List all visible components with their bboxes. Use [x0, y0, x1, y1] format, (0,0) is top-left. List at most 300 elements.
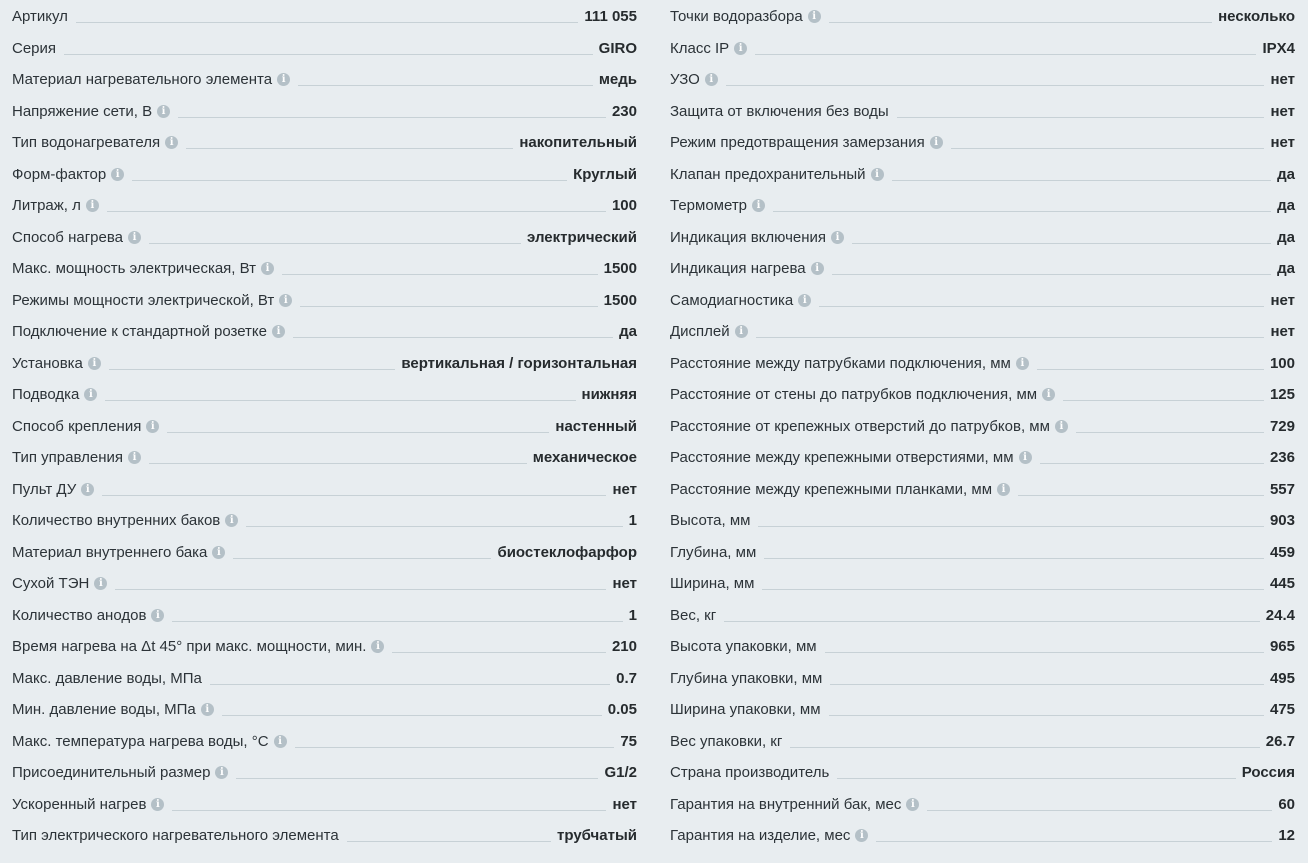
spec-label-text: Защита от включения без воды: [670, 102, 889, 120]
spec-label-text: Тип электрического нагревательного элемента: [12, 827, 339, 845]
spec-row: [670, 64, 1295, 96]
spec-label: [670, 40, 747, 57]
info-icon[interactable]: i: [734, 42, 747, 55]
spec-label-text: Материал внутреннего бака: [12, 543, 208, 561]
leader-line: [829, 715, 1264, 716]
spec-value: несколько: [1218, 8, 1295, 26]
spec-value: 0.7: [616, 669, 637, 687]
spec-row: [12, 64, 637, 96]
spec-label: [12, 386, 97, 403]
info-icon[interactable]: i: [88, 357, 101, 370]
spec-label-text: Индикация нагрева: [670, 260, 806, 278]
spec-value: нет: [1270, 323, 1295, 341]
spec-label: [670, 607, 716, 624]
leader-line: [295, 747, 615, 748]
info-icon[interactable]: i: [81, 483, 94, 496]
spec-value: нижняя: [581, 386, 637, 404]
info-icon[interactable]: i: [871, 168, 884, 181]
leader-line: [1037, 369, 1264, 370]
spec-row: [12, 285, 637, 317]
spec-label: [12, 355, 101, 372]
spec-label: [12, 323, 285, 340]
spec-label-text: Способ крепления: [12, 417, 142, 435]
leader-line: [149, 463, 527, 464]
spec-label: [12, 764, 228, 781]
spec-label-text: Макс. давление воды, МПа: [12, 669, 202, 687]
info-icon[interactable]: i: [157, 105, 170, 118]
spec-label: [12, 134, 178, 151]
spec-row: [670, 190, 1295, 222]
spec-label: [12, 512, 238, 529]
spec-label-text: Ширина, мм: [670, 575, 755, 593]
leader-line: [282, 274, 598, 275]
leader-line: [132, 180, 567, 181]
leader-line: [1063, 400, 1264, 401]
spec-row: [670, 96, 1295, 128]
spec-row: [12, 96, 637, 128]
spec-label: [12, 607, 164, 624]
spec-label: [12, 103, 170, 120]
info-icon[interactable]: i: [274, 735, 287, 748]
spec-label-text: Артикул: [12, 8, 68, 26]
leader-line: [107, 211, 606, 212]
spec-label-text: Тип управления: [12, 449, 123, 467]
spec-value: нет: [1270, 134, 1295, 152]
info-icon[interactable]: i: [1019, 451, 1032, 464]
spec-value: электрический: [527, 228, 637, 246]
spec-row: [670, 663, 1295, 695]
spec-label-text: Макс. температура нагрева воды, °C: [12, 732, 269, 750]
info-icon[interactable]: i: [151, 798, 164, 811]
spec-row: [670, 789, 1295, 821]
spec-row: [670, 694, 1295, 726]
spec-label: [670, 197, 765, 214]
spec-label: [12, 197, 99, 214]
info-icon[interactable]: i: [261, 262, 274, 275]
spec-label-text: Расстояние между крепежными отверстиями, мм: [670, 449, 1014, 467]
spec-row: [12, 757, 637, 789]
spec-value: 111 055: [584, 8, 637, 26]
spec-label: [670, 638, 817, 655]
spec-value: 965: [1269, 638, 1295, 656]
spec-label: [12, 71, 290, 88]
spec-value: GIRO: [598, 39, 637, 57]
leader-line: [236, 778, 598, 779]
leader-line: [837, 778, 1235, 779]
spec-value: 75: [620, 732, 637, 750]
leader-line: [1076, 432, 1264, 433]
spec-row: [670, 568, 1295, 600]
spec-value: нет: [612, 575, 637, 593]
leader-line: [178, 117, 606, 118]
spec-row: [12, 537, 637, 569]
leader-line: [819, 306, 1264, 307]
info-icon[interactable]: i: [1016, 357, 1029, 370]
spec-value: накопительный: [519, 134, 637, 152]
spec-label-text: Макс. мощность электрическая, Вт: [12, 260, 257, 278]
spec-label: [12, 701, 214, 718]
spec-label: [12, 292, 292, 309]
spec-value: 0.05: [607, 701, 637, 719]
leader-line: [210, 684, 610, 685]
spec-label-text: Гарантия на внутренний бак, мес: [670, 795, 902, 813]
spec-value: Круглый: [573, 165, 637, 183]
spec-value: биостеклофарфор: [497, 543, 637, 561]
info-icon[interactable]: i: [277, 73, 290, 86]
spec-value: 495: [1269, 669, 1295, 687]
spec-row: [670, 159, 1295, 191]
leader-line: [64, 54, 593, 55]
spec-value: 1: [628, 512, 637, 530]
leader-line: [764, 558, 1264, 559]
spec-value: Россия: [1241, 764, 1295, 782]
spec-row: [670, 222, 1295, 254]
spec-label: [670, 292, 811, 309]
spec-label-text: Расстояние между крепежными планками, мм: [670, 480, 993, 498]
spec-value: 100: [1269, 354, 1295, 372]
spec-label-text: Высота, мм: [670, 512, 751, 530]
spec-value: механическое: [532, 449, 637, 467]
spec-label: [670, 512, 750, 529]
spec-label-text: Вес упаковки, кг: [670, 732, 783, 750]
spec-label: [12, 481, 94, 498]
spec-row: [670, 33, 1295, 65]
spec-value: да: [619, 323, 637, 341]
spec-value: трубчатый: [557, 827, 637, 845]
info-icon[interactable]: i: [1042, 388, 1055, 401]
spec-label-text: Индикация включения: [670, 228, 827, 246]
info-icon[interactable]: i: [705, 73, 718, 86]
info-icon[interactable]: i: [84, 388, 97, 401]
spec-row: [670, 379, 1295, 411]
spec-label-text: Форм-фактор: [12, 165, 107, 183]
spec-value: нет: [612, 480, 637, 498]
spec-value: 729: [1269, 417, 1295, 435]
spec-label-text: Ширина упаковки, мм: [670, 701, 821, 719]
info-icon[interactable]: i: [1055, 420, 1068, 433]
spec-row: [12, 253, 637, 285]
spec-label-text: Вес, кг: [670, 606, 717, 624]
spec-value: настенный: [555, 417, 637, 435]
leader-line: [76, 22, 579, 23]
leader-line: [892, 180, 1272, 181]
spec-label-text: Пульт ДУ: [12, 480, 77, 498]
spec-label: [670, 449, 1032, 466]
spec-value: медь: [598, 71, 637, 89]
spec-row: [670, 127, 1295, 159]
info-icon[interactable]: i: [997, 483, 1010, 496]
spec-label: [670, 260, 824, 277]
spec-label: [12, 638, 384, 655]
leader-line: [773, 211, 1271, 212]
spec-label-text: Ускоренный нагрев: [12, 795, 147, 813]
spec-row: [12, 474, 637, 506]
spec-label: [670, 481, 1010, 498]
spec-label-text: Высота упаковки, мм: [670, 638, 817, 656]
spec-value: 236: [1269, 449, 1295, 467]
spec-row: [670, 411, 1295, 443]
spec-row: [670, 757, 1295, 789]
spec-label: [12, 229, 141, 246]
spec-label: [670, 355, 1029, 372]
leader-line: [724, 621, 1260, 622]
spec-value: да: [1277, 260, 1295, 278]
spec-label-text: Класс IP: [670, 39, 730, 57]
spec-value: 12: [1278, 827, 1295, 845]
spec-label: [12, 40, 56, 57]
leader-line: [105, 400, 575, 401]
spec-label: [12, 544, 225, 561]
spec-value: да: [1277, 165, 1295, 183]
spec-value: да: [1277, 228, 1295, 246]
spec-row: [12, 190, 637, 222]
leader-line: [392, 652, 606, 653]
leader-line: [298, 85, 593, 86]
spec-label: [670, 701, 821, 718]
info-icon[interactable]: i: [371, 640, 384, 653]
spec-row: [12, 631, 637, 663]
spec-label-text: Точки водоразбора: [670, 8, 803, 26]
info-icon[interactable]: i: [146, 420, 159, 433]
spec-label-text: Дисплей: [670, 323, 730, 341]
spec-label: [670, 575, 754, 592]
spec-label: [12, 449, 141, 466]
leader-line: [830, 684, 1264, 685]
leader-line: [790, 747, 1259, 748]
spec-value: G1/2: [604, 764, 637, 782]
spec-label: [12, 166, 124, 183]
info-icon[interactable]: i: [930, 136, 943, 149]
spec-label-text: Напряжение сети, В: [12, 102, 153, 120]
info-icon[interactable]: i: [752, 199, 765, 212]
spec-value: 903: [1269, 512, 1295, 530]
spec-label-text: Глубина, мм: [670, 543, 757, 561]
leader-line: [293, 337, 613, 338]
spec-row: [12, 789, 637, 821]
spec-value: 459: [1269, 543, 1295, 561]
info-icon[interactable]: i: [906, 798, 919, 811]
leader-line: [1040, 463, 1264, 464]
info-icon[interactable]: i: [279, 294, 292, 307]
spec-row: [12, 694, 637, 726]
leader-line: [852, 243, 1271, 244]
info-icon[interactable]: i: [215, 766, 228, 779]
specs-column-right: [670, 1, 1295, 852]
spec-label: [670, 134, 943, 151]
spec-label: [670, 796, 919, 813]
spec-row: [12, 442, 637, 474]
leader-line: [102, 495, 606, 496]
spec-label: [12, 8, 68, 25]
spec-value: вертикальная / горизонтальная: [401, 354, 637, 372]
spec-value: 475: [1269, 701, 1295, 719]
spec-label-text: УЗО: [670, 71, 700, 89]
spec-value: 557: [1269, 480, 1295, 498]
spec-label: [670, 229, 844, 246]
info-icon[interactable]: i: [798, 294, 811, 307]
spec-row: [12, 159, 637, 191]
spec-row: [670, 1, 1295, 33]
leader-line: [347, 841, 551, 842]
info-icon[interactable]: i: [272, 325, 285, 338]
spec-label-text: Клапан предохранительный: [670, 165, 866, 183]
spec-row: [670, 253, 1295, 285]
spec-row: [670, 537, 1295, 569]
spec-row: [12, 348, 637, 380]
leader-line: [233, 558, 491, 559]
spec-row: [12, 663, 637, 695]
spec-label-text: Литраж, л: [12, 197, 81, 215]
spec-label-text: Сухой ТЭН: [12, 575, 90, 593]
info-icon[interactable]: i: [808, 10, 821, 23]
spec-value: нет: [1270, 102, 1295, 120]
spec-label-text: Тип водонагревателя: [12, 134, 161, 152]
spec-label-text: Время нагрева на Δt 45° при макс. мощности, мин.: [12, 638, 367, 656]
spec-value: 60: [1278, 795, 1295, 813]
spec-label: [670, 670, 822, 687]
info-icon[interactable]: i: [735, 325, 748, 338]
spec-value: да: [1277, 197, 1295, 215]
spec-row: [12, 33, 637, 65]
spec-value: 26.7: [1265, 732, 1295, 750]
spec-label-text: Расстояние от стены до патрубков подключения, мм: [670, 386, 1038, 404]
spec-label: [12, 418, 159, 435]
leader-line: [762, 589, 1264, 590]
spec-label-text: Термометр: [670, 197, 748, 215]
spec-label: [670, 764, 829, 781]
info-icon[interactable]: i: [151, 609, 164, 622]
leader-line: [897, 117, 1265, 118]
info-icon[interactable]: i: [86, 199, 99, 212]
spec-label: [12, 670, 202, 687]
spec-label-text: Установка: [12, 354, 83, 372]
leader-line: [755, 54, 1256, 55]
spec-label: [12, 733, 287, 750]
spec-label-text: Мин. давление воды, МПа: [12, 701, 196, 719]
spec-label: [12, 575, 107, 592]
spec-label-text: Серия: [12, 39, 57, 57]
spec-row: [670, 631, 1295, 663]
spec-row: [670, 726, 1295, 758]
spec-label-text: Присоединительный размер: [12, 764, 211, 782]
spec-label-text: Гарантия на изделие, мес: [670, 827, 851, 845]
spec-label: [12, 796, 164, 813]
info-icon[interactable]: i: [212, 546, 225, 559]
specs-column-left: [12, 1, 637, 852]
spec-label-text: Подключение к стандартной розетке: [12, 323, 267, 341]
spec-label-text: Глубина упаковки, мм: [670, 669, 823, 687]
spec-value: 24.4: [1265, 606, 1295, 624]
spec-row: [670, 348, 1295, 380]
spec-value: 230: [611, 102, 637, 120]
spec-label: [670, 8, 821, 25]
leader-line: [222, 715, 602, 716]
leader-line: [300, 306, 597, 307]
spec-row: [670, 316, 1295, 348]
spec-row: [670, 600, 1295, 632]
spec-label: [670, 71, 718, 88]
spec-value: 1: [628, 606, 637, 624]
leader-line: [756, 337, 1265, 338]
leader-line: [951, 148, 1265, 149]
spec-value: IPX4: [1262, 39, 1295, 57]
leader-line: [825, 652, 1264, 653]
info-icon[interactable]: i: [94, 577, 107, 590]
spec-row: [12, 379, 637, 411]
leader-line: [172, 810, 606, 811]
info-icon[interactable]: i: [225, 514, 238, 527]
spec-label: [12, 260, 274, 277]
spec-label-text: Режим предотвращения замерзания: [670, 134, 925, 152]
spec-value: 445: [1269, 575, 1295, 593]
spec-label: [670, 827, 868, 844]
spec-label: [12, 827, 339, 844]
spec-value: нет: [1270, 291, 1295, 309]
spec-label-text: Количество внутренних баков: [12, 512, 221, 530]
leader-line: [149, 243, 521, 244]
spec-label: [670, 418, 1068, 435]
spec-label-text: Расстояние между патрубками подключения, мм: [670, 354, 1011, 372]
spec-row: [670, 442, 1295, 474]
spec-row: [12, 820, 637, 852]
spec-label-text: Материал нагревательного элемента: [12, 71, 273, 89]
spec-value: 1500: [603, 260, 637, 278]
spec-label-text: Режимы мощности электрической, Вт: [12, 291, 275, 309]
spec-label: [670, 103, 889, 120]
spec-row: [12, 222, 637, 254]
leader-line: [186, 148, 513, 149]
info-icon[interactable]: i: [831, 231, 844, 244]
spec-label-text: Количество анодов: [12, 606, 147, 624]
info-icon[interactable]: i: [128, 451, 141, 464]
spec-row: [670, 505, 1295, 537]
leader-line: [876, 841, 1272, 842]
spec-row: [12, 1, 637, 33]
spec-row: [12, 505, 637, 537]
spec-label: [670, 166, 884, 183]
leader-line: [246, 526, 622, 527]
spec-label: [670, 544, 756, 561]
leader-line: [109, 369, 395, 370]
spec-row: [12, 411, 637, 443]
spec-row: [12, 316, 637, 348]
leader-line: [1018, 495, 1264, 496]
spec-value: нет: [1270, 71, 1295, 89]
info-icon[interactable]: i: [201, 703, 214, 716]
spec-row: [12, 127, 637, 159]
info-icon[interactable]: i: [811, 262, 824, 275]
leader-line: [832, 274, 1272, 275]
leader-line: [726, 85, 1265, 86]
spec-label-text: Способ нагрева: [12, 228, 123, 246]
info-icon[interactable]: i: [111, 168, 124, 181]
spec-value: 125: [1269, 386, 1295, 404]
info-icon[interactable]: i: [128, 231, 141, 244]
spec-label-text: Расстояние от крепежных отверстий до патрубков, мм: [670, 417, 1050, 435]
leader-line: [927, 810, 1272, 811]
leader-line: [829, 22, 1212, 23]
spec-label-text: Страна производитель: [670, 764, 830, 782]
info-icon[interactable]: i: [165, 136, 178, 149]
spec-label: [670, 386, 1055, 403]
spec-label: [670, 733, 782, 750]
spec-row: [670, 474, 1295, 506]
leader-line: [172, 621, 622, 622]
spec-label-text: Подводка: [12, 386, 80, 404]
spec-row: [670, 820, 1295, 852]
leader-line: [115, 589, 606, 590]
info-icon[interactable]: i: [855, 829, 868, 842]
